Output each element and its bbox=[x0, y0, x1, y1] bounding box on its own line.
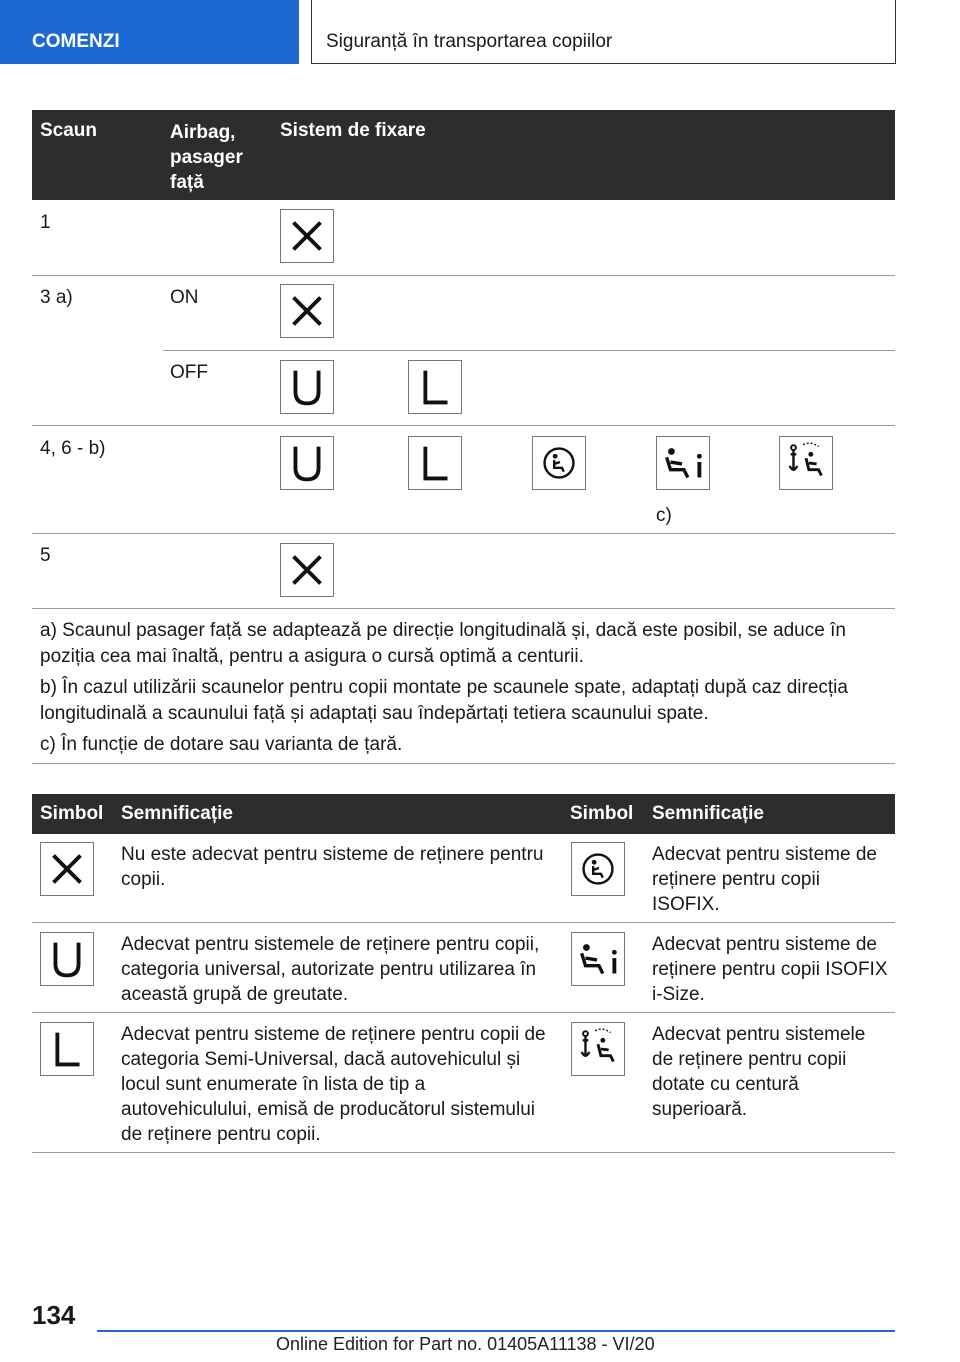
meaning-not-suitable: Nu este adecvat pentru sisteme de reținere pentru copii. bbox=[121, 844, 544, 890]
isize-icon bbox=[656, 436, 710, 490]
top-tether-icon bbox=[571, 1022, 625, 1076]
isofix-icon bbox=[571, 842, 625, 896]
u-icon bbox=[40, 932, 94, 986]
row4-seat: 4, 6 - b) bbox=[40, 438, 106, 459]
isofix-icon bbox=[532, 436, 586, 490]
col-system-header: Sistem de fixare bbox=[280, 120, 426, 141]
l-icon bbox=[408, 360, 462, 414]
table1-header bbox=[32, 110, 895, 200]
page-title: Siguranță în transportarea copiilor bbox=[311, 0, 896, 64]
row1-seat: 1 bbox=[40, 212, 51, 233]
x-icon bbox=[280, 209, 334, 263]
x-icon bbox=[280, 543, 334, 597]
meaning-isofix: Adecvat pentru sisteme de reținere pentru copii ISOFIX. bbox=[652, 844, 877, 915]
l-icon bbox=[408, 436, 462, 490]
meaning-top-tether: Adecvat pentru sistemele de reținere pentru copii dotate cu centură superioară. bbox=[652, 1024, 866, 1120]
u-icon bbox=[280, 436, 334, 490]
col-symbol2-header: Simbol bbox=[570, 803, 634, 824]
footer-divider bbox=[97, 1330, 895, 1332]
u-icon bbox=[280, 360, 334, 414]
row5-seat: 5 bbox=[40, 545, 51, 566]
meaning-semi-universal: Adecvat pentru sisteme de reținere pentru copii de categoria Semi-Universal, dacă autovehiculul și locul sunt enumerate în lista de tip a autovehiculului, emisă de producătorul sistemului de reținere pentru copii. bbox=[121, 1024, 546, 1145]
meaning-universal: Adecvat pentru sistemele de reținere pentru copii, categoria universal, autorizate pentru utilizarea în această grupă de greutate. bbox=[121, 934, 540, 1005]
row4-note: c) bbox=[656, 505, 672, 526]
isize-icon bbox=[571, 932, 625, 986]
page-number: 134 bbox=[32, 1300, 76, 1330]
footer-edition: Online Edition for Part no. 01405A11138 - VI/20 bbox=[276, 1334, 655, 1354]
table2-header bbox=[32, 794, 895, 834]
l-icon bbox=[40, 1022, 94, 1076]
row2-airbag: ON bbox=[170, 287, 199, 308]
note-a: a) Scaunul pasager față se adaptează pe direcție longitudinală și, dacă este posibil, se aduce în poziția cea mai înaltă, pentru a asigura o cursă optimă a centurii. bbox=[40, 620, 846, 667]
col-seat-header: Scaun bbox=[40, 120, 98, 141]
meaning-isize: Adecvat pentru sisteme de reținere pentru copii ISOFIX i-Size. bbox=[652, 934, 888, 1005]
section-tab[interactable]: COMENZI bbox=[0, 0, 299, 64]
col-airbag-header: Airbag, pasager față bbox=[170, 122, 243, 193]
row2-seat: 3 a) bbox=[40, 287, 73, 308]
note-c: c) În funcție de dotare sau varianta de țară. bbox=[40, 734, 403, 755]
x-icon bbox=[280, 284, 334, 338]
x-icon bbox=[40, 842, 94, 896]
top-tether-icon bbox=[779, 436, 833, 490]
col-meaning2-header: Semnificație bbox=[652, 803, 764, 824]
col-symbol1-header: Simbol bbox=[40, 803, 104, 824]
col-meaning1-header: Semnificație bbox=[121, 803, 233, 824]
row3-airbag: OFF bbox=[170, 362, 208, 383]
note-b: b) În cazul utilizării scaunelor pentru copii montate pe scaunele spate, adaptați după caz direcția longitudinală a scaunului față și adaptați sau îndepărtați tetiera scaunului spate. bbox=[40, 677, 848, 724]
